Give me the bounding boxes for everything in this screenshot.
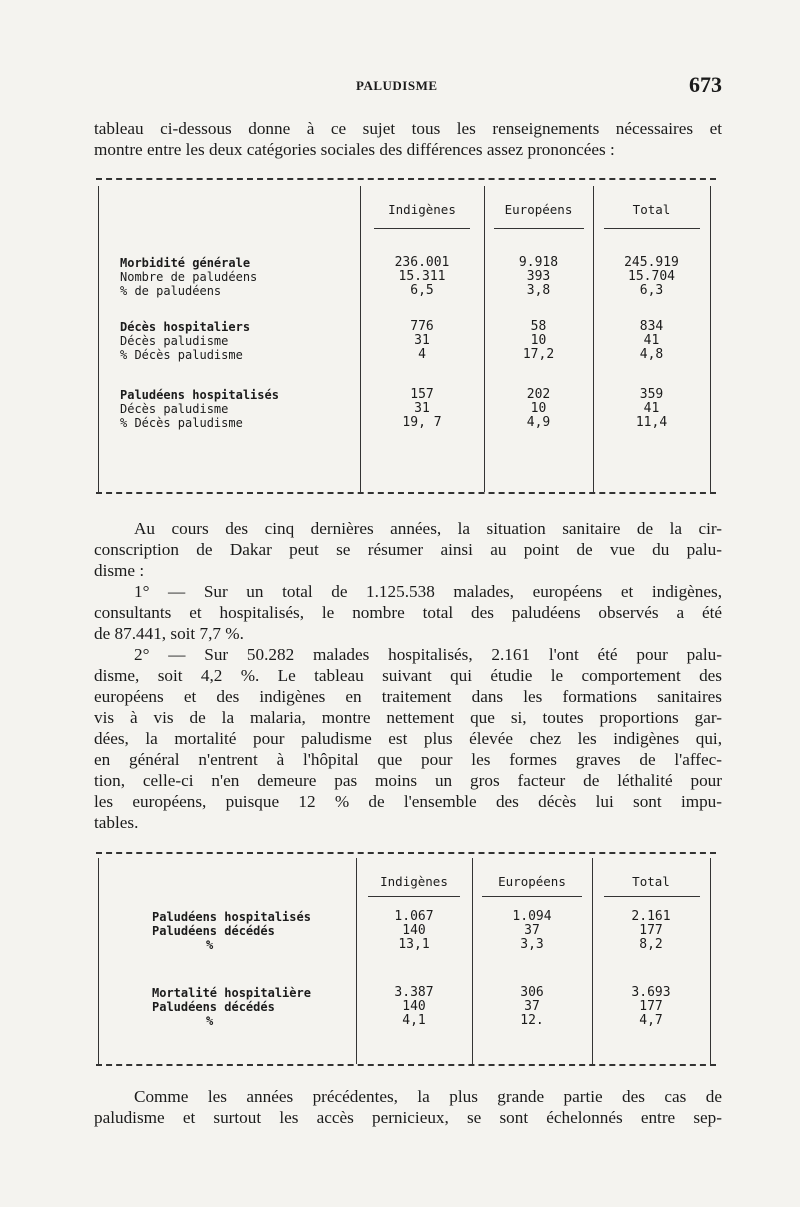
body-paragraph bbox=[94, 518, 722, 833]
header-total: Total bbox=[632, 874, 670, 889]
closing-paragraph bbox=[94, 1086, 722, 1128]
cell-value: 8,2 bbox=[639, 937, 663, 952]
cell-value: 236.001 bbox=[394, 255, 450, 270]
text-line: dées, la mortalité pour paludisme est plus élevée chez les indigènes qui, bbox=[94, 729, 722, 748]
header-europeens: Européens bbox=[504, 202, 573, 217]
table-hospital-mortality bbox=[96, 852, 716, 1070]
cell-value: 10 bbox=[530, 401, 547, 416]
text-line: paludisme et surtout les accès pernicieux, se sont échelonnés entre sep- bbox=[94, 1108, 722, 1127]
cell-value: 11,4 bbox=[635, 415, 668, 430]
text-line: consultants et hospitalisés, le nombre total des paludéens observés a été bbox=[94, 603, 722, 622]
text-line: disme : bbox=[94, 561, 145, 580]
cell-value: 37 bbox=[524, 999, 540, 1014]
cell-value: 4,8 bbox=[639, 347, 664, 362]
cell-value: 6,3 bbox=[639, 283, 664, 298]
text-line: 2° — Sur 50.282 malades hospitalisés, 2.161 l'ont été pour palu- bbox=[134, 645, 722, 664]
row-label: Paludéens décédés bbox=[152, 1000, 275, 1014]
cell-value: 58 bbox=[530, 319, 547, 334]
table-border-left bbox=[98, 858, 99, 1064]
table-border-right bbox=[710, 858, 711, 1064]
running-head bbox=[0, 72, 800, 102]
row-label: Paludéens hospitalisés bbox=[152, 910, 311, 924]
cell-value: 4,9 bbox=[526, 415, 551, 430]
page-number: 673 bbox=[689, 72, 722, 97]
header-total: Total bbox=[632, 202, 671, 217]
running-title: PALUDISME bbox=[356, 78, 438, 93]
table-border-right bbox=[710, 186, 711, 492]
cell-value: 157 bbox=[410, 387, 434, 402]
cell-value: 37 bbox=[524, 923, 540, 938]
cell-value: 140 bbox=[402, 999, 426, 1014]
header-underline bbox=[374, 228, 470, 229]
cell-value: 4,1 bbox=[402, 1013, 426, 1028]
text-line: de 87.441, soit 7,7 %. bbox=[94, 624, 244, 643]
row-label: Décès paludisme bbox=[120, 334, 229, 348]
text-line: Comme les années précédentes, la plus grande partie des cas de bbox=[134, 1087, 722, 1106]
cell-value: 202 bbox=[526, 387, 551, 402]
table-top-rule bbox=[96, 178, 716, 180]
row-label: Nombre de paludéens bbox=[120, 270, 258, 284]
row-label: % de paludéens bbox=[120, 284, 222, 298]
cell-value: 31 bbox=[414, 333, 430, 348]
cell-value: 6,5 bbox=[410, 283, 434, 298]
cell-value: 4,7 bbox=[639, 1013, 663, 1028]
text-line: disme, soit 4,2 %. Le tableau suivant qui étudie le comportement des bbox=[94, 666, 722, 685]
row-label: Paludéens hospitalisés bbox=[120, 388, 279, 402]
text-line: conscription de Dakar peut se résumer ainsi au point de vue du palu- bbox=[94, 540, 722, 559]
cell-value: 2.161 bbox=[631, 909, 671, 924]
cell-value: 4 bbox=[418, 347, 426, 362]
cell-value: 12. bbox=[520, 1013, 544, 1028]
cell-value: 306 bbox=[520, 985, 544, 1000]
header-underline bbox=[604, 228, 700, 229]
text-line: tion, celle-ci n'en demeure pas moins un gros facteur de léthalité pour bbox=[94, 771, 722, 790]
header-indigenes: Indigènes bbox=[380, 874, 448, 889]
row-label: Morbidité générale bbox=[120, 256, 251, 270]
cell-value: 10 bbox=[530, 333, 547, 348]
cell-value: 1.067 bbox=[394, 909, 434, 924]
text-line: Au cours des cinq dernières années, la situation sanitaire de la cir- bbox=[134, 519, 722, 538]
table-bottom-rule bbox=[96, 492, 716, 494]
cell-value: 3.693 bbox=[631, 985, 671, 1000]
header-underline bbox=[604, 896, 700, 897]
text-line: 1° — Sur un total de 1.125.538 malades, européens et indigènes, bbox=[134, 582, 722, 601]
header-indigenes: Indigènes bbox=[388, 202, 456, 217]
text-line: européens et des indigènes en traitement dans les formations sanitaires bbox=[94, 687, 722, 706]
row-label: Paludéens décédés bbox=[152, 924, 275, 938]
cell-value: 776 bbox=[410, 319, 434, 334]
cell-value: 177 bbox=[639, 999, 663, 1014]
cell-value: 245.919 bbox=[624, 255, 679, 270]
cell-value: 3,3 bbox=[520, 937, 544, 952]
text-line: tables. bbox=[94, 813, 139, 832]
table-morbidity bbox=[96, 178, 716, 498]
header-europeens: Européens bbox=[498, 874, 566, 889]
row-label: % Décès paludisme bbox=[120, 416, 243, 430]
cell-value: 13,1 bbox=[398, 937, 430, 952]
cell-value: 177 bbox=[639, 923, 663, 938]
row-label: Décès paludisme bbox=[120, 402, 229, 416]
header-underline bbox=[494, 228, 584, 229]
cell-value: 834 bbox=[639, 319, 664, 334]
row-label: Mortalité hospitalière bbox=[152, 986, 311, 1000]
text-line: tableau ci-dessous donne à ce sujet tous les renseignements nécessaires et bbox=[94, 119, 722, 138]
intro-paragraph bbox=[94, 118, 722, 160]
row-label: % bbox=[206, 938, 214, 952]
row-label: % bbox=[206, 1014, 214, 1028]
cell-value: 19, 7 bbox=[402, 415, 442, 430]
header-underline bbox=[482, 896, 582, 897]
row-label: % Décès paludisme bbox=[120, 348, 243, 362]
cell-value: 3,8 bbox=[526, 283, 551, 298]
table-bottom-rule bbox=[96, 1064, 716, 1066]
cell-value: 3.387 bbox=[394, 985, 434, 1000]
cell-value: 393 bbox=[526, 269, 551, 284]
table-top-rule bbox=[96, 852, 716, 854]
cell-value: 9.918 bbox=[518, 255, 559, 270]
cell-value: 41 bbox=[643, 401, 660, 416]
table-border-left bbox=[98, 186, 99, 492]
text-line: vis à vis de la malaria, montre nettement que si, toutes proportions gar- bbox=[94, 708, 722, 727]
header-underline bbox=[368, 896, 460, 897]
text-line: les européens, puisque 12 % de l'ensemble des décès lui sont impu- bbox=[94, 792, 722, 811]
cell-value: 41 bbox=[643, 333, 660, 348]
cell-value: 31 bbox=[414, 401, 430, 416]
cell-value: 15.311 bbox=[398, 269, 446, 284]
cell-value: 140 bbox=[402, 923, 426, 938]
cell-value: 17,2 bbox=[522, 347, 555, 362]
text-line: montre entre les deux catégories sociales des différences assez prononcées : bbox=[94, 140, 615, 159]
text-line: en général n'entrent à l'hôpital que pour les formes graves de l'affec- bbox=[94, 750, 722, 769]
cell-value: 359 bbox=[639, 387, 664, 402]
row-label: Décès hospitaliers bbox=[120, 320, 251, 334]
cell-value: 1.094 bbox=[512, 909, 552, 924]
cell-value: 15.704 bbox=[628, 269, 675, 284]
